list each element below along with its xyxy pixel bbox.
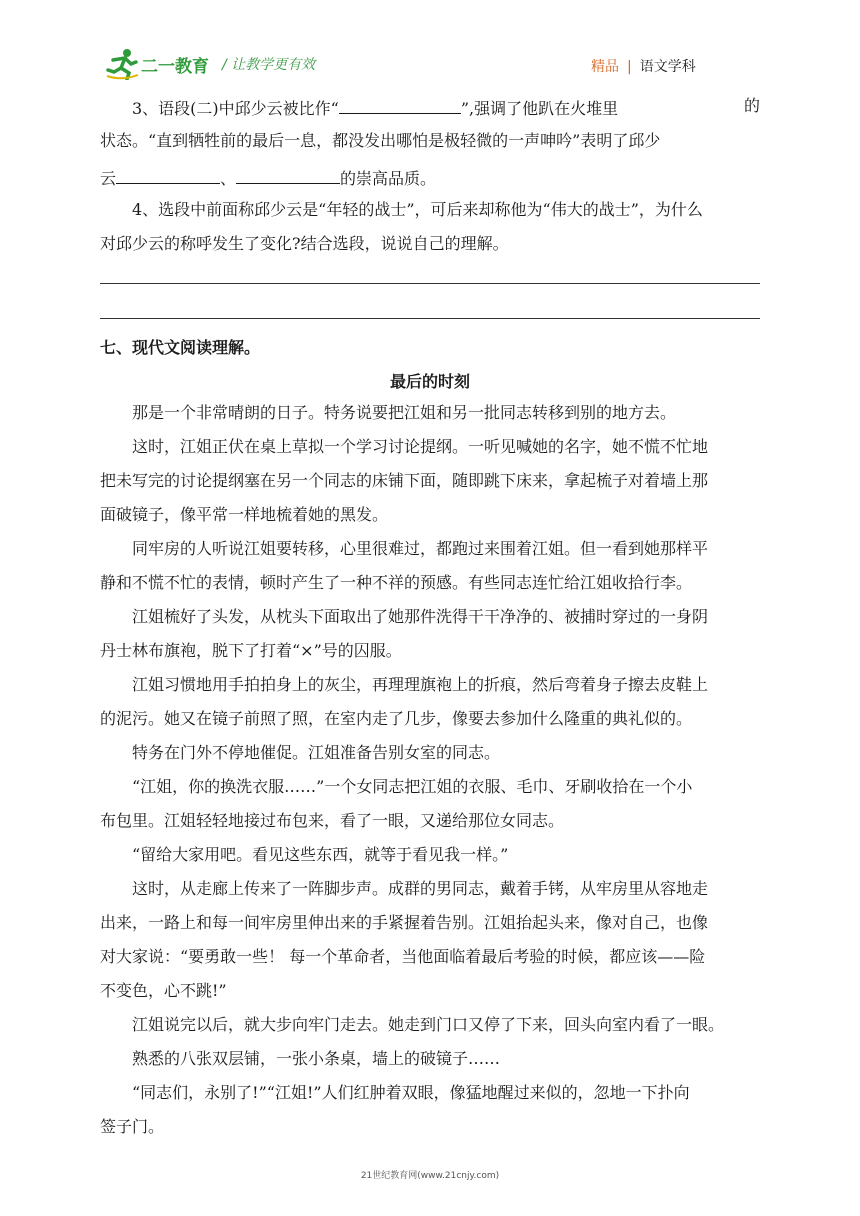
answer-blank xyxy=(339,96,461,114)
story-title: 最后的时刻 xyxy=(389,372,470,391)
paragraph-line: 静和不慌不忙的表情，顿时产生了一种不祥的预感。有些同志连忙给江姐收拾行李。 xyxy=(100,573,693,592)
question-3-line-2: 状态。“直到牺牲前的最后一息，都没发出哪怕是极轻微的一声呻吟”表明了邱少 xyxy=(100,131,661,150)
paragraph-line: 江姐梳好了头发，从枕头下面取出了她那件洗得干干净净的、被捕时穿过的一身阴 xyxy=(132,607,709,626)
paragraph-line: “江姐，你的换洗衣服……”一个女同志把江姐的衣服、毛巾、牙刷收拾在一个小 xyxy=(132,777,693,796)
subject-tag: 语文学科 xyxy=(639,59,696,75)
q3-text-b: ”,强调了他趴在火堆里 xyxy=(460,99,619,118)
page-header xyxy=(0,0,860,90)
paragraph-line: 江姐说完以后，就大步向牢门走去。她走到门口又停了下来，回头向室内看了一眼。 xyxy=(132,1015,725,1034)
answer-line xyxy=(100,318,760,319)
question-4-line-1: 4、选段中前面称邱少云是“年轻的战士”，可后来却称他为“伟大的战士”，为什么 xyxy=(132,200,703,219)
paragraph-line: 那是一个非常晴朗的日子。特务说要把江姐和另一批同志转移到别的地方去。 xyxy=(132,403,677,422)
paragraph-line: 对大家说：“要勇敢一些！ 每一个革命者，当他面临着最后考验的时候，都应该——险 xyxy=(100,947,706,966)
q3-text-e: 、 xyxy=(220,169,237,188)
paragraph-line: 的泥污。她又在镜子前照了照，在室内走了几步，像要去参加什么隆重的典礼似的。 xyxy=(100,709,693,728)
paragraph-line: 把未写完的讨论提纲塞在另一个同志的床铺下面，随即跳下床来，拿起梳子对着墙上那 xyxy=(100,471,709,490)
question-3-line-1 xyxy=(132,96,794,119)
slogan: / 让教学更有效 xyxy=(222,57,316,73)
q3-text-c: 的 xyxy=(744,96,761,115)
paragraph-line: 江姐习惯地用手拍拍身上的灰尘，再理理旗袍上的折痕，然后弯着身子擦去皮鞋上 xyxy=(132,675,709,694)
paragraph-line: 这时，江姐正伏在桌上草拟一个学习讨论提纲。一听见喊她的名字，她不慌不忙地 xyxy=(132,437,709,456)
paragraph-line: 签子门。 xyxy=(100,1117,165,1136)
paragraph-line: 丹士林布旗袍，脱下了打着“×”号的囚服。 xyxy=(100,641,402,660)
header-tags xyxy=(591,56,696,76)
q3-text-d: 云 xyxy=(100,169,117,188)
paragraph-line: 同牢房的人听说江姐要转移，心里很难过，都跑过来围着江姐。但一看到她那样平 xyxy=(132,539,709,558)
logo-text: 二一教育 xyxy=(141,57,209,77)
paragraph-line: 这时，从走廊上传来了一阵脚步声。成群的男同志，戴着手铐，从牢房里从容地走 xyxy=(132,879,709,898)
answer-line xyxy=(100,283,760,284)
paragraph-line: “留给大家用吧。看见这些东西，就等于看见我一样。” xyxy=(132,845,509,864)
tag-separator: | xyxy=(627,59,632,75)
paragraph-line: 熟悉的八张双层铺，一张小条桌，墙上的破镜子…… xyxy=(132,1049,501,1068)
page-footer: 21世纪教育网(www.21cnjy.com) xyxy=(360,1171,500,1181)
answer-blank xyxy=(236,166,340,184)
paragraph-line: 特务在门外不停地催促。江姐准备告别女室的同志。 xyxy=(132,743,501,762)
paragraph-line: 出来，一路上和每一间牢房里伸出来的手紧握着告别。江姐抬起头来，像对自己，也像 xyxy=(100,913,709,932)
paragraph-line: 不变色，心不跳!” xyxy=(100,981,227,1000)
answer-blank xyxy=(116,166,220,184)
section-heading: 七、现代文阅读理解。 xyxy=(100,338,261,357)
question-4-line-2: 对邱少云的称呼发生了变化?结合选段，说说自己的理解。 xyxy=(100,234,509,253)
q3-text-a: 3、语段(二)中邱少云被比作“ xyxy=(132,99,339,118)
logo xyxy=(105,48,223,80)
paragraph-line: 面破镜子，像平常一样地梳着她的黑发。 xyxy=(100,505,389,524)
quality-tag: 精品 xyxy=(591,59,619,75)
paragraph-line: 布包里。江姐轻轻地接过布包来，看了一眼，又递给那位女同志。 xyxy=(100,811,565,830)
q3-text-f: 的崇高品质。 xyxy=(340,169,437,188)
paragraph-line: “同志们，永别了!”“江姐!”人们红肿着双眼，像猛地醒过来似的，忽地一下扑向 xyxy=(132,1083,690,1102)
question-3-line-3 xyxy=(100,166,762,189)
running-figure-icon xyxy=(105,48,139,80)
